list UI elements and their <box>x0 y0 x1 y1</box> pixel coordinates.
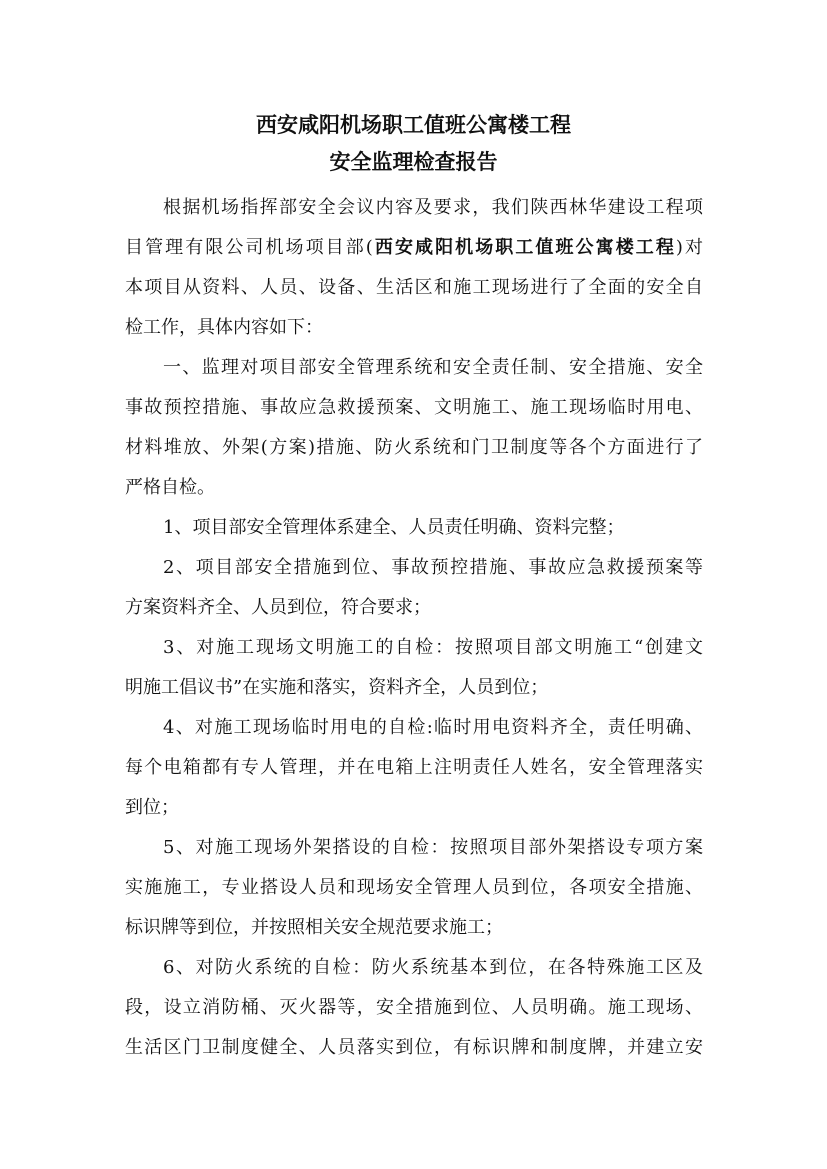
intro-line-2 <box>125 236 703 260</box>
intro-line-2-suffix: )对 <box>675 237 703 258</box>
section1-line-4: 严格自检。 <box>125 477 215 498</box>
section1-line-3: 材料堆放、外架(方案)措施、防火系统和门卫制度等各个方面进行了 <box>125 437 703 458</box>
item5-line-1: 5、对施工现场外架搭设的自检：按照项目部外架搭设专项方案 <box>163 837 703 858</box>
item4-line-1: 4、对施工现场临时用电的自检:临时用电资料齐全，责任明确、 <box>163 717 703 738</box>
intro-line-3: 本项目从资料、人员、设备、生活区和施工现场进行了全面的安全自 <box>125 277 703 298</box>
item4-line-3: 到位； <box>125 797 179 818</box>
item6-line-2: 段，设立消防桶、灭火器等，安全措施到位、人员明确。施工现场、 <box>125 997 703 1018</box>
section1-line-1: 一、监理对项目部安全管理系统和安全责任制、安全措施、安全 <box>163 357 703 378</box>
section1-line-2: 事故预控措施、事故应急救援预案、文明施工、施工现场临时用电、 <box>125 397 703 418</box>
item5-line-3: 标识牌等到位，并按照相关安全规范要求施工； <box>125 917 503 938</box>
item2-line-1: 2、项目部安全措施到位、事故预控措施、事故应急救援预案等 <box>163 557 703 578</box>
document-title: 西安咸阳机场职工值班公寓楼工程 <box>256 112 571 137</box>
intro-line-4: 检工作，具体内容如下： <box>125 317 323 338</box>
item3-line-1: 3、对施工现场文明施工的自检：按照项目部文明施工“创建文 <box>163 637 703 658</box>
intro-line-1: 根据机场指挥部安全会议内容及要求，我们陕西林华建设工程项 <box>163 197 703 218</box>
item6-line-1: 6、对防火系统的自检：防火系统基本到位，在各特殊施工区及 <box>163 957 703 978</box>
item3-line-2: 明施工倡议书”在实施和落实，资料齐全，人员到位； <box>125 677 549 698</box>
item2-line-2: 方案资料齐全、人员到位，符合要求； <box>125 597 431 618</box>
item1-line-1: 1、项目部安全管理体系建全、人员责任明确、资料完整； <box>163 517 625 538</box>
document-subtitle: 安全监理检查报告 <box>329 149 498 174</box>
item6-line-3: 生活区门卫制度健全、人员落实到位，有标识牌和制度牌，并建立安 <box>125 1037 703 1058</box>
intro-line-2-prefix: 目管理有限公司机场项目部( <box>125 237 373 258</box>
item5-line-2: 实施施工，专业搭设人员和现场安全管理人员到位，各项安全措施、 <box>125 877 703 898</box>
item4-line-2: 每个电箱都有专人管理，并在电箱上注明责任人姓名，安全管理落实 <box>125 757 703 778</box>
project-name-bold: 西安咸阳机场职工值班公寓楼工程 <box>372 237 676 258</box>
